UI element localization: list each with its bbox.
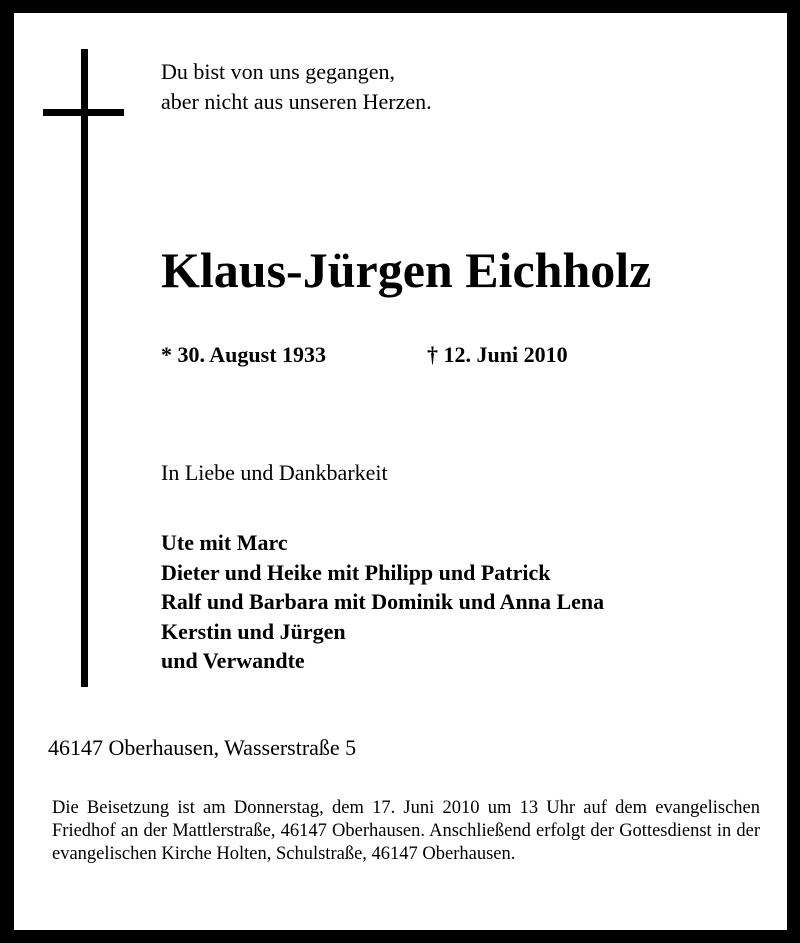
mourner-line: Ute mit Marc	[161, 530, 288, 555]
motto-line-1: Du bist von uns gegangen,	[161, 59, 396, 84]
motto-line-2: aber nicht aus unseren Herzen.	[161, 89, 432, 114]
cross-vertical-beam	[81, 49, 88, 687]
mourner-line: Ralf und Barbara mit Dominik und Anna Lena	[161, 589, 605, 614]
death-date: † 12. Juni 2010	[427, 342, 568, 367]
family-address: 46147 Oberhausen, Wasserstraße 5	[48, 735, 357, 760]
mourners-intro: In Liebe und Dankbarkeit	[161, 460, 388, 485]
mourner-line: Dieter und Heike mit Philipp und Patrick	[161, 559, 551, 585]
mourner-line: und Verwandte	[161, 648, 305, 673]
mourner-line: Kerstin und Jürgen	[161, 618, 346, 644]
cross-horizontal-beam	[43, 109, 124, 116]
mourners-list	[161, 528, 604, 676]
birth-date: * 30. August 1933	[161, 342, 327, 367]
deceased-name: Klaus-Jürgen Eichholz	[161, 242, 652, 298]
funeral-notice: Die Beisetzung ist am Donnerstag, dem 17. Juni 2010 um 13 Uhr auf dem evangelischen Friedhof an der Mattlerstraße, 46147 Oberhausen. Anschließend erfolgt der Gottesdienst in der evangelischen Kirche Holten, Schulstraße, 46147 Oberhausen.	[52, 798, 760, 864]
memorial-motto	[161, 57, 432, 117]
obituary-notice	[14, 13, 787, 930]
